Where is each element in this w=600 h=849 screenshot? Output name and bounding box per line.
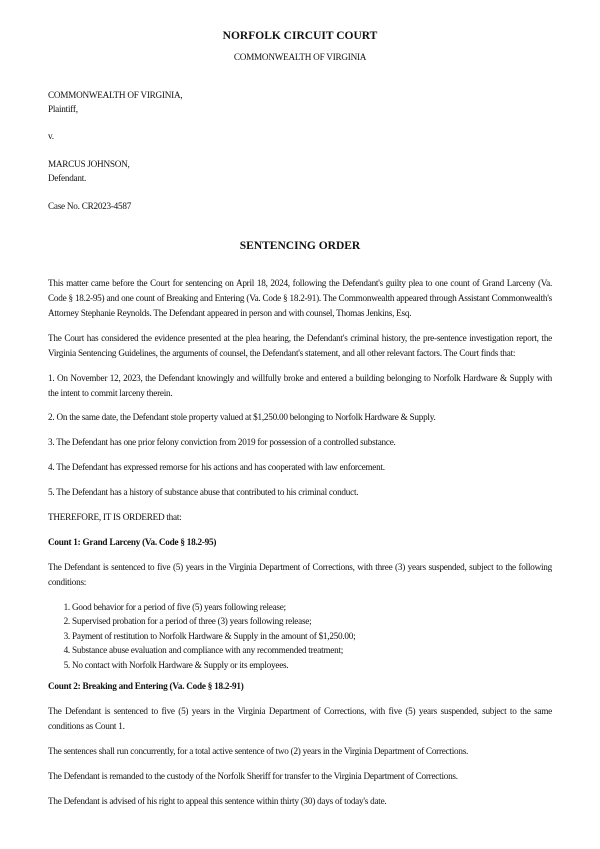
- finding-1: 1. On November 12, 2023, the Defendant knowingly and willfully broke and entered a building belonging to Norfolk Hardware & Supply with the intent to commit larceny therein.: [48, 372, 552, 398]
- concurrent-paragraph: The sentences shall run concurrently, for a total active sentence of two (2) years in the Virginia Department of Corrections.: [48, 746, 469, 757]
- case-number: Case No. CR2023-4587: [48, 201, 132, 212]
- condition-item: 4. Substance abuse evaluation and compliance with any recommended treatment;: [72, 643, 552, 658]
- court-name: NORFOLK CIRCUIT COURT: [222, 30, 378, 42]
- condition-item: 1. Good behavior for a period of five (5) years following release;: [72, 600, 552, 615]
- condition-item: 5. No contact with Norfolk Hardware & Supply or its employees.: [72, 658, 552, 673]
- jurisdiction: COMMONWEALTH OF VIRGINIA: [233, 51, 367, 62]
- finding-5: 5. The Defendant has a history of substance abuse that contributed to his criminal conduct.: [48, 487, 359, 498]
- count-1-conditions: [48, 600, 552, 673]
- condition-item: 2. Supervised probation for a period of three (3) years following release;: [72, 614, 552, 629]
- versus: v.: [48, 131, 54, 142]
- count-1-heading: Count 1: Grand Larceny (Va. Code § 18.2-95): [48, 537, 217, 547]
- finding-4: 4. The Defendant has expressed remorse for his actions and has cooperated with law enforcement.: [48, 462, 385, 473]
- count-2-heading: Count 2: Breaking and Entering (Va. Code § 18.2-91): [48, 681, 244, 692]
- count-2-text: The Defendant is sentenced to five (5) years in the Virginia Department of Corrections, with five (5) years suspended, subject to the same conditions as Count 1.: [48, 706, 552, 732]
- intro-paragraph: This matter came before the Court for sentencing on April 18, 2024, following the Defendant's guilty plea to one count of Grand Larceny (Va. Code § 18.2-95) and one count of Breaking and Entering (Va. Code § 18.2-91). The Commonwealth appeared through Assistant Commonwealth's Attorney Stephanie Reynolds. The Defendant appeared in person and with counsel, Thomas Jenkins, Esq.: [48, 278, 552, 318]
- count-1-text: The Defendant is sentenced to five (5) years in the Virginia Department of Corrections, with three (3) years suspended, subject to the following conditions:: [48, 561, 552, 587]
- order-title: SENTENCING ORDER: [239, 240, 361, 253]
- condition-item: 3. Payment of restitution to Norfolk Hardware & Supply in the amount of $1,250.00;: [72, 629, 552, 644]
- plaintiff-name: COMMONWEALTH OF VIRGINIA,: [48, 89, 183, 100]
- therefore-clause: THEREFORE, IT IS ORDERED that:: [48, 512, 182, 523]
- order-body: [48, 276, 552, 809]
- finding-2: 2. On the same date, the Defendant stole property valued at $1,250.00 belonging to Norfolk Hardware & Supply.: [48, 412, 436, 423]
- case-caption: [48, 88, 552, 214]
- finding-3: 3. The Defendant has one prior felony conviction from 2019 for possession of a controlled substance.: [48, 437, 396, 448]
- defendant-name: MARCUS JOHNSON,: [48, 158, 130, 169]
- considerations-paragraph: The Court has considered the evidence presented at the plea hearing, the Defendant's criminal history, the pre-sentence investigation report, the Virginia Sentencing Guidelines, the arguments of counsel, the Defendant's statement, and all other relevant factors. The Court finds that:: [48, 332, 552, 358]
- defendant-role: Defendant.: [48, 172, 87, 183]
- appeal-paragraph: The Defendant is advised of his right to appeal this sentence within thirty (30) days of today's date.: [48, 795, 387, 806]
- remand-paragraph: The Defendant is remanded to the custody of the Norfolk Sheriff for transfer to the Virginia Department of Corrections.: [48, 771, 458, 781]
- plaintiff-role: Plaintiff,: [48, 104, 78, 115]
